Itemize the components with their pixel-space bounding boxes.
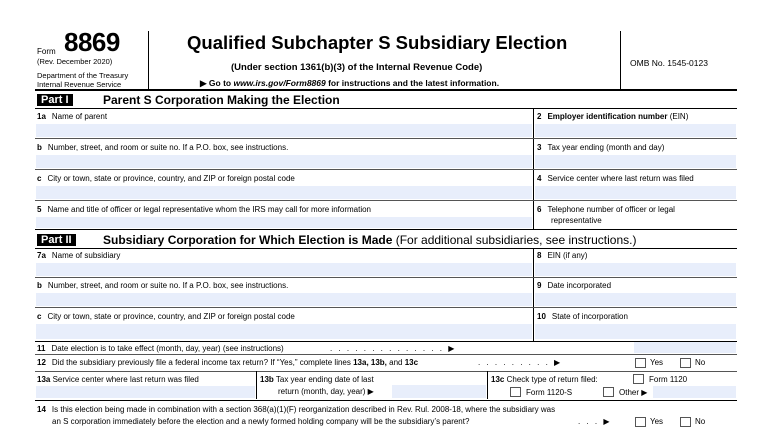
form-1120-checkbox[interactable] <box>633 374 644 384</box>
rule <box>35 341 737 342</box>
line-1b-label <box>37 143 288 153</box>
officer-name-field[interactable] <box>36 217 532 228</box>
line-8-text: EIN (if any) <box>547 251 588 260</box>
line-7c-text: City or town, state or province, country, and ZIP or foreign postal code <box>47 312 295 321</box>
line-13-divider-b <box>487 371 488 399</box>
line-5-label <box>37 205 371 215</box>
line-9-number: 9 <box>537 281 542 290</box>
line-13c-label <box>491 375 598 385</box>
form-number: 8869 <box>64 27 120 57</box>
part-ii-tag: Part II <box>37 234 76 246</box>
parent-address-field[interactable] <box>36 155 532 168</box>
line-4-label <box>537 174 694 184</box>
subsidiary-city-field[interactable] <box>36 324 532 339</box>
line-7a-text: Name of subsidiary <box>51 251 121 260</box>
rule <box>35 277 737 278</box>
line-14-label-cont: an S corporation immediately before the election and a newly formed holding company will be the subsidiary’s parent? <box>52 417 470 426</box>
parent-name-field[interactable] <box>36 124 532 137</box>
rule <box>35 400 737 401</box>
subsidiary-service-center-field[interactable] <box>36 386 255 398</box>
line-4-text: Service center where last return was filed <box>547 174 694 183</box>
line-13-divider-a <box>256 371 257 399</box>
line-2-suffix: (EIN) <box>667 112 689 121</box>
line-11-label <box>37 344 284 354</box>
form-1120-label: Form 1120 <box>649 375 688 384</box>
line-12-text: Did the subsidiary previously file a federal income tax return? If “Yes,” complete lines <box>51 358 354 367</box>
line-10-number: 10 <box>537 312 546 321</box>
line-14-no-label: No <box>695 417 706 426</box>
rule <box>35 354 737 355</box>
header-divider-left <box>148 31 149 89</box>
line-7c-number: c <box>37 312 42 321</box>
line-8-number: 8 <box>537 251 542 260</box>
part-ii-column-divider <box>533 248 534 341</box>
rule <box>35 200 737 201</box>
line-13a-number: 13a <box>37 375 51 384</box>
line-7b-text: Number, street, and room or suite no. If a P.O. box, see instructions. <box>47 281 289 290</box>
line-13c-number: 13c <box>491 375 505 384</box>
line-11-leader: . . . . . . . . . . . . . . ▶ <box>330 344 457 353</box>
revision-date: (Rev. December 2020) <box>37 57 113 66</box>
subsidiary-ein-field[interactable] <box>535 263 736 276</box>
line-13b-number: 13b <box>260 375 274 384</box>
line-12-leader: . . . . . . . . . ▶ <box>478 358 563 367</box>
line-14-label <box>37 405 555 415</box>
part-i-title: Parent S Corporation Making the Election <box>103 93 340 107</box>
line-12-yes-label: Yes <box>650 358 664 367</box>
irs-form-link[interactable]: www.irs.gov/Form8869 <box>233 78 326 88</box>
other-return-label: Other ▶ <box>619 388 648 397</box>
line-7b-number: b <box>37 281 42 290</box>
line-13b-label-cont: return (month, day, year) ▶ <box>278 387 374 396</box>
part-ii-top-rule <box>35 229 737 230</box>
header-divider-right <box>620 31 621 89</box>
form-1120s-checkbox[interactable] <box>510 387 521 397</box>
line-12-yes-checkbox[interactable] <box>635 358 646 368</box>
line-4-number: 4 <box>537 174 542 183</box>
line-13c-text: Check type of return filed: <box>506 375 598 384</box>
line-14-text: Is this election being made in combination with a section 368(a)(1)(F) reorganization described in Rev. Rul. 2008-18, where the subsidiary was <box>51 405 556 414</box>
line-6-text: Telephone number of officer or legal <box>547 205 675 214</box>
department: Department of the Treasury <box>37 71 129 80</box>
rule <box>35 371 737 372</box>
subsidiary-name-field[interactable] <box>36 263 532 276</box>
line-13a-label <box>37 375 199 385</box>
form-1120s-label: Form 1120-S <box>526 388 573 397</box>
line-13b-text: Tax year ending date of last <box>275 375 374 384</box>
election-date-field[interactable] <box>634 342 736 353</box>
line-1c-number: c <box>37 174 42 183</box>
line-1a-label <box>37 112 107 122</box>
line-3-label <box>537 143 664 153</box>
part-i-tag: Part I <box>37 94 73 106</box>
line-14-yes-checkbox[interactable] <box>635 417 646 427</box>
instructions-link-line <box>200 78 499 89</box>
line-6-label-cont: representative <box>551 216 602 225</box>
line-14-leader: . . . ▶ <box>578 417 612 426</box>
line-6-label <box>537 205 675 215</box>
line-7b-label <box>37 281 288 291</box>
line-12-no-label: No <box>695 358 706 367</box>
line-9-text: Date incorporated <box>547 281 612 290</box>
line-12-no-checkbox[interactable] <box>680 358 691 368</box>
rule <box>35 307 737 308</box>
part-ii-title-note: (For additional subsidiaries, see instructions.) <box>392 233 637 247</box>
form-subtitle: (Under section 1361(b)(3) of the Internal Revenue Code) <box>231 62 483 73</box>
subsidiary-address-field[interactable] <box>36 293 532 306</box>
line-1b-number: b <box>37 143 42 152</box>
line-2-text: Employer identification number <box>547 112 668 121</box>
header-rule <box>35 89 737 91</box>
line-1b-text: Number, street, and room or suite no. If a P.O. box, see instructions. <box>47 143 289 152</box>
part-ii-title <box>103 233 636 247</box>
line-11-number: 11 <box>37 344 46 353</box>
line-1a-number: 1a <box>37 112 46 121</box>
line-5-number: 5 <box>37 205 42 214</box>
line-12-and: and <box>386 358 405 367</box>
line-7a-label <box>37 251 120 261</box>
form-title: Qualified Subchapter S Subsidiary Election <box>187 32 568 53</box>
line-9-label <box>537 281 611 291</box>
line-11-text: Date election is to take effect (month, day, year) (see instructions) <box>51 344 284 353</box>
rule <box>35 169 737 170</box>
line-2-label <box>537 112 688 122</box>
goto-suffix: for instructions and the latest information. <box>325 78 500 88</box>
line-7c-label <box>37 312 295 322</box>
parent-ein-field[interactable] <box>535 124 736 137</box>
line-14-number: 14 <box>37 405 46 414</box>
line-7a-number: 7a <box>37 251 46 260</box>
line-1a-text: Name of parent <box>51 112 108 121</box>
parent-city-field[interactable] <box>36 186 532 199</box>
agency: Internal Revenue Service <box>37 80 122 89</box>
omb-number: OMB No. 1545-0123 <box>630 58 708 68</box>
parent-service-center-field[interactable] <box>535 186 736 199</box>
line-14-no-checkbox[interactable] <box>680 417 691 427</box>
state-of-incorporation-field[interactable] <box>535 324 736 339</box>
part-ii-rule <box>35 248 737 249</box>
line-8-label <box>537 251 587 261</box>
line-10-label <box>537 312 628 322</box>
part-ii-title-text: Subsidiary Corporation for Which Election is Made <box>103 233 393 247</box>
line-1c-label <box>37 174 295 184</box>
other-return-field[interactable] <box>653 386 736 398</box>
form-label: Form <box>37 47 56 56</box>
line-10-text: State of incorporation <box>551 312 628 321</box>
date-incorporated-field[interactable] <box>535 293 736 306</box>
line-13b-label <box>260 375 374 385</box>
line-12-bold-b: 13c <box>404 358 419 367</box>
line-3-text: Tax year ending (month and day) <box>547 143 665 152</box>
line-14-yes-label: Yes <box>650 417 664 426</box>
line-3-number: 3 <box>537 143 542 152</box>
line-12-number: 12 <box>37 358 46 367</box>
line-12-label <box>37 358 418 368</box>
last-return-date-field[interactable] <box>392 385 486 398</box>
goto-prefix: ▶ Go to <box>200 78 234 88</box>
line-6-number: 6 <box>537 205 542 214</box>
rule <box>35 138 737 139</box>
part-i-rule <box>35 108 737 109</box>
line-2-number: 2 <box>537 112 542 121</box>
line-12-bold-a: 13a, 13b, <box>353 358 387 367</box>
line-5-text: Name and title of officer or legal representative whom the IRS may call for more information <box>47 205 372 214</box>
parent-tax-year-field[interactable] <box>535 155 736 168</box>
line-1c-text: City or town, state or province, country, and ZIP or foreign postal code <box>47 174 295 183</box>
line-13a-text: Service center where last return was filed <box>52 375 199 384</box>
other-return-checkbox[interactable] <box>603 387 614 397</box>
